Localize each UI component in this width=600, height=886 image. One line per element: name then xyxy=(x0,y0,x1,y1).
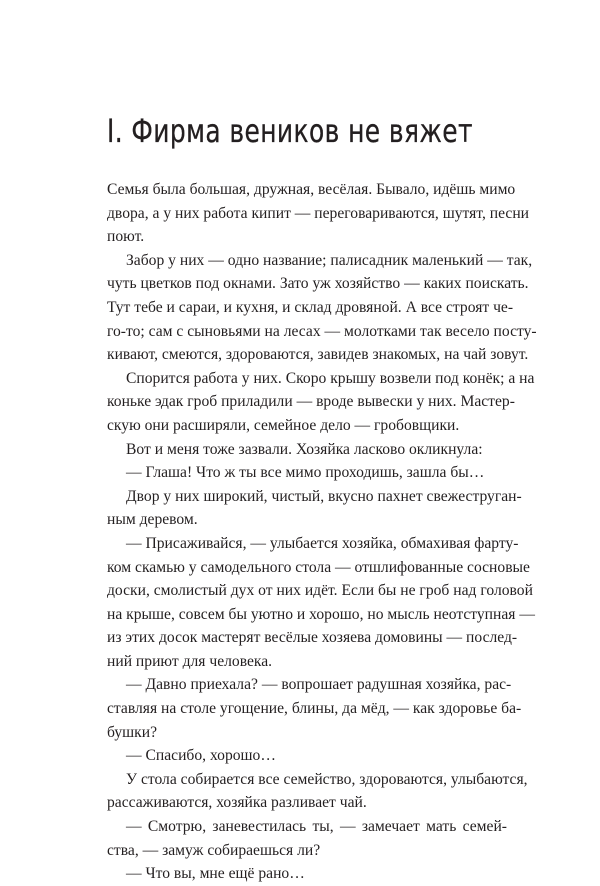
text-line: на крыше, совсем бы уютно и хорошо, но мысль неотступная — xyxy=(107,605,535,623)
text-line: Забор у них — одно название; палисадник маленький — так, xyxy=(126,251,533,269)
text-line: чуть цветков под окнами. Зато уж хозяйство — каких поискать. xyxy=(107,275,529,293)
text-line: Тут тебе и сараи, и кухня, и склад дровяной. А все строят че- xyxy=(107,298,514,316)
text-line: — Давно приехала? — вопрошает радушная хозяйка, рас- xyxy=(126,676,512,694)
text-line: коньке эдак гроб приладили — вроде вывески у них. Мастер- xyxy=(107,393,515,411)
text-line: ства, — замуж собираешься ли? xyxy=(107,841,321,859)
text-line: Двор у них широкий, чистый, вкусно пахнет свежеструган- xyxy=(126,487,522,505)
text-line: ным деревом. xyxy=(107,511,198,529)
text-line: кивают, смеются, здороваются, завидев знакомых, на чай зовут. xyxy=(107,346,529,364)
text-line: — Смотрю, заневестилась ты, — замечает мать семей- xyxy=(126,818,507,836)
chapter-body-text xyxy=(107,178,537,886)
text-line: скую они расширяли, семейное дело — гробовщики. xyxy=(107,416,460,434)
text-line: ний приют для человека. xyxy=(107,652,273,670)
text-line: У стола собирается все семейство, здороваются, улыбаются, xyxy=(126,770,528,788)
text-line: — Что вы, мне ещё рано… xyxy=(126,865,305,883)
text-line: ком скамью у самодельного стола — отшлифованные сосновые xyxy=(107,558,530,576)
text-line: — Спасибо, хорошо… xyxy=(126,747,276,765)
text-line: ставляя на столе угощение, блины, да мёд, — как здоровье ба- xyxy=(107,700,522,718)
text-line: бушки? xyxy=(107,723,157,741)
text-line: рассаживаются, хозяйка разливает чай. xyxy=(107,794,367,812)
text-line: Спорится работа у них. Скоро крышу возвели под конёк; а на xyxy=(126,369,535,387)
text-line: из этих досок мастерят весёлые хозяева домовины — послед- xyxy=(107,629,518,647)
text-line: — Глаша! Что ж ты все мимо проходишь, зашла бы… xyxy=(126,464,485,482)
text-line: го-то; сам с сыновьями на лесах — молотками так весело посту- xyxy=(107,322,537,340)
chapter-title: I. Фирма веников не вяжет xyxy=(107,112,473,150)
text-line: двора, а у них работа кипит — переговариваются, шутят, песни xyxy=(107,204,530,222)
text-line: Семья была большая, дружная, весёлая. Бывало, идёшь мимо xyxy=(107,181,516,198)
text-line: Вот и меня тоже зазвали. Хозяйка ласково окликнула: xyxy=(126,440,483,458)
text-line: доски, смолистый дух от них идёт. Если бы не гроб над головой xyxy=(107,582,533,600)
text-line: поют. xyxy=(107,228,145,246)
text-line: — Присаживайся, — улыбается хозяйка, обмахивая фарту- xyxy=(126,534,519,552)
